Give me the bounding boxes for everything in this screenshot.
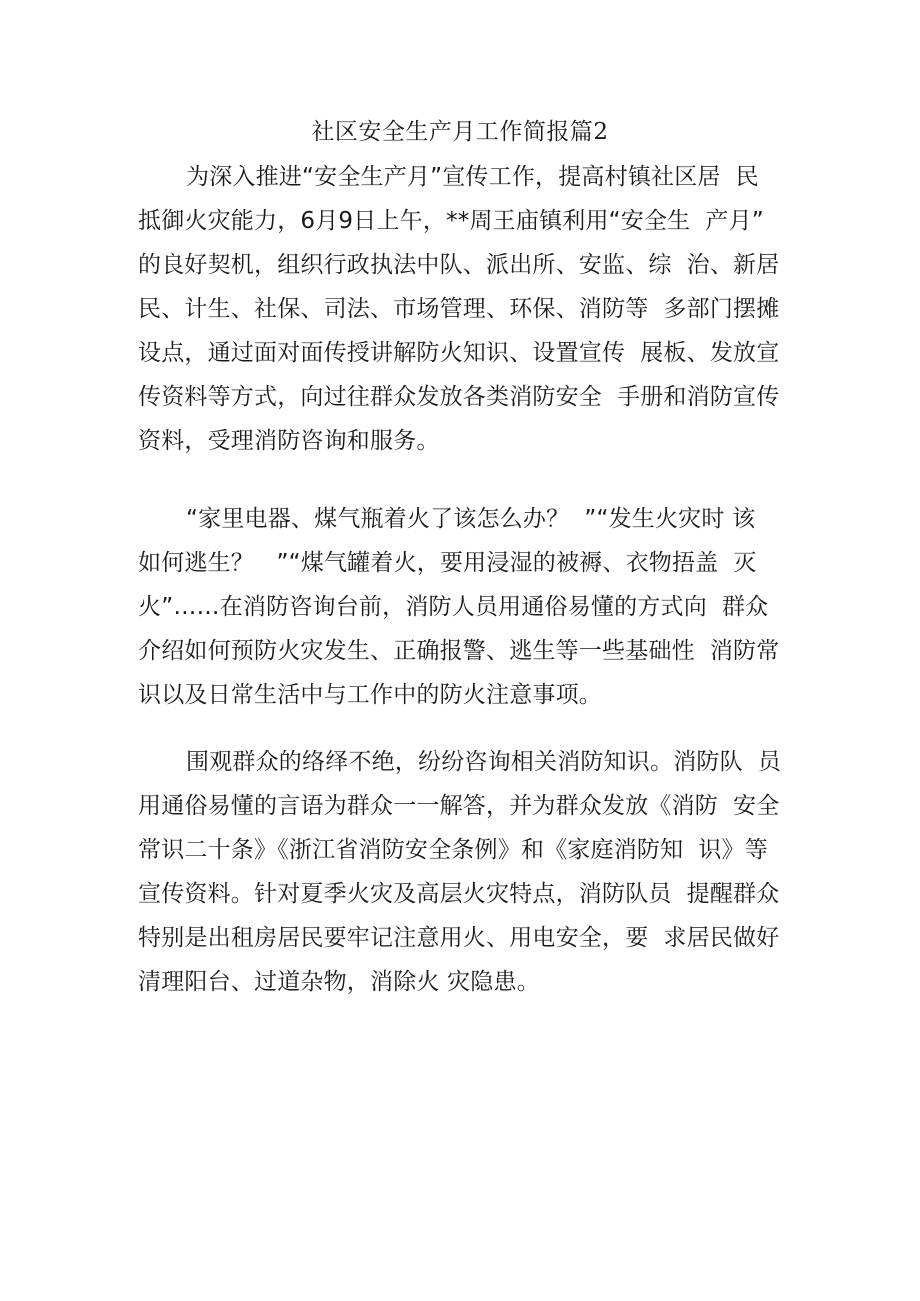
- paragraph-line: 传资料等方式，向过往群众发放各类消防安全 手册和消防宣传: [138, 384, 780, 410]
- paragraph-line: 特别是出租房居民要牢记注意用火、用电安全，要 求居民做好: [138, 925, 780, 951]
- paragraph-1: [138, 155, 788, 463]
- paragraph-line: 介绍如何预防火灾发生、正确报警、逃生等一些基础性 消防常: [138, 638, 780, 664]
- paragraph-line: 资料，受理消防咨询和服务。: [138, 428, 440, 454]
- paragraph-line: 围观群众的络绎不绝，纷纷咨询相关消防知识。消防队 员: [186, 749, 782, 775]
- paragraph-line: 民、计生、社保、司法、市场管理、环保、消防等 多部门摆摊: [138, 296, 780, 322]
- paragraph-line: 为深入推进“安全生产月”宣传工作，提高村镇社区居 民: [186, 164, 759, 190]
- paragraph-line: 的良好契机，组织行政执法中队、派出所、安监、综 治、新居: [138, 252, 780, 278]
- paragraph-line: 设点，通过面对面传授讲解防火知识、设置宣传 展板、发放宣: [138, 340, 780, 366]
- paragraph-line: 用通俗易懂的言语为群众一一解答，并为群众发放《消防 安全: [138, 793, 780, 819]
- paragraph-line: 识以及日常生活中与工作中的防火注意事项。: [138, 682, 602, 708]
- paragraph-line: 常识二十条》《浙江省消防安全条例》和《家庭消防知 识》等: [138, 837, 768, 863]
- paragraph-line: 火”……在消防咨询台前，消防人员用通俗易懂的方式向 群众: [138, 594, 769, 620]
- document-title: 社区安全生产月工作简报篇2: [311, 119, 609, 145]
- paragraph-line: 如何逃生？ ”“煤气罐着火，要用浸湿的被褥、衣物捂盖 灭: [138, 550, 757, 576]
- paragraph-3: [138, 740, 788, 1004]
- paragraph-line: 抵御火灾能力，6月9日上午，**周王庙镇利用“安全生 产月”: [138, 208, 764, 234]
- paragraph-line: 宣传资料。针对夏季火灾及高层火灾特点，消防队员 提醒群众: [138, 881, 780, 907]
- paragraph-line: “家里电器、煤气瓶着火了该怎么办？ ”“发生火灾时 该: [186, 506, 756, 532]
- paragraph-line: 清理阳台、过道杂物，消除火 灾隐患。: [138, 969, 540, 995]
- paragraph-2: [138, 497, 788, 717]
